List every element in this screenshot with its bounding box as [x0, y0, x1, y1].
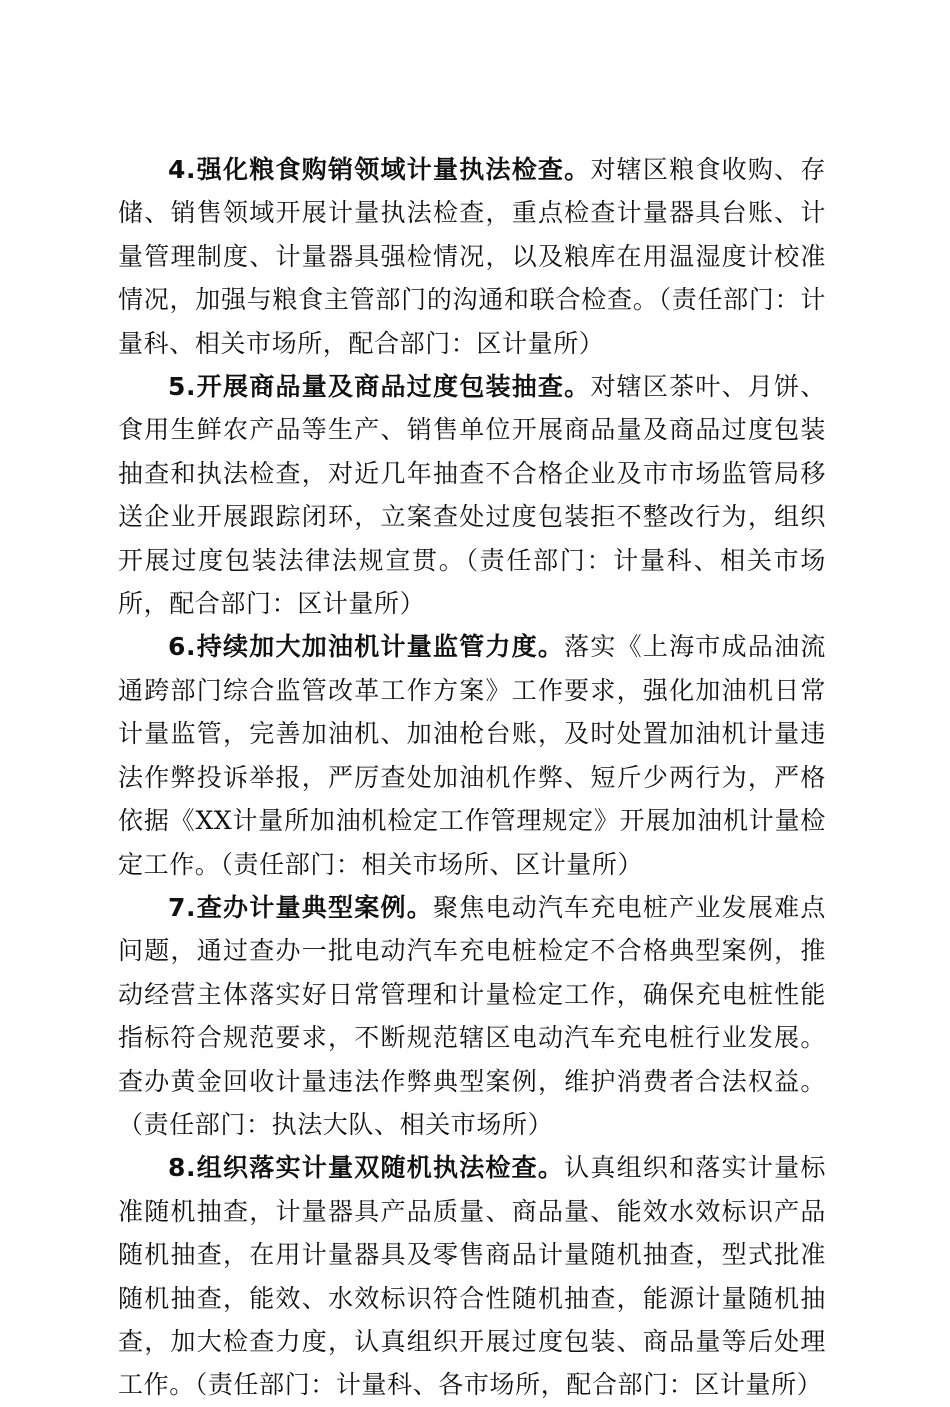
paragraph-item-4: [118, 148, 826, 365]
paragraph-item-7: [118, 886, 826, 1146]
paragraph-body: 对辖区茶叶、月饼、食用生鲜农产品等生产、销售单位开展商品量及商品过度包装抽查和执法检查，对近几年抽查不合格企业及市市场监管局移送企业开展跟踪闭环，立案查处过度包装拒不整改行为，组织开展过度包装法律法规宣贯。（责任部门：计量科、相关市场所，配合部门：区计量所）: [118, 372, 827, 619]
paragraph-heading: 5.开展商品量及商品过度包装抽查。: [168, 372, 591, 402]
paragraph-heading: 6.持续加大加油机计量监管力度。: [168, 632, 565, 662]
paragraph-item-6: [118, 625, 826, 885]
paragraph-item-5: [118, 365, 826, 625]
paragraph-body: 认真组织和落实计量标准随机抽查，计量器具产品质量、商品量、能效水效标识产品随机抽查，在用计量器具及零售商品计量随机抽查，型式批准随机抽查，能效、水效标识符合性随机抽查，能源计量随机抽查，加大检查力度，认真组织开展过度包装、商品量等后处理工作。（责任部门：计量科、各市场所，配合部门：区计量所）: [118, 1153, 826, 1400]
paragraph-body: 落实《上海市成品油流通跨部门综合监管改革工作方案》工作要求，强化加油机日常计量监管，完善加油机、加油枪台账，及时处置加油机计量违法作弊投诉举报，严厉查处加油机作弊、短斤少两行为，严格依据《XX计量所加油机检定工作管理规定》开展加油机计量检定工作。（责任部门：相关市场所、区计量所）: [118, 632, 826, 879]
paragraph-heading: 8.组织落实计量双随机执法检查。: [168, 1153, 565, 1183]
paragraph-heading: 7.查办计量典型案例。: [168, 892, 433, 922]
paragraph-body: 对辖区粮食收购、存储、销售领域开展计量执法检查，重点检查计量器具台账、计量管理制度、计量器具强检情况，以及粮库在用温湿度计校准情况，加强与粮食主管部门的沟通和联合检查。（责任部门：计量科、相关市场所，配合部门：区计量所）: [118, 155, 827, 358]
document-page: [118, 148, 826, 1407]
paragraph-body: 聚焦电动汽车充电桩产业发展难点问题，通过查办一批电动汽车充电桩检定不合格典型案例，推动经营主体落实好日常管理和计量检定工作，确保充电桩性能指标符合规范要求，不断规范辖区电动汽车充电桩行业发展。查办黄金回收计量违法作弊典型案例，维护消费者合法权益。（责任部门：执法大队、相关市场所）: [118, 892, 826, 1139]
paragraph-item-8: [118, 1146, 826, 1406]
paragraph-heading: 4.强化粮食购销领域计量执法检查。: [168, 155, 591, 184]
